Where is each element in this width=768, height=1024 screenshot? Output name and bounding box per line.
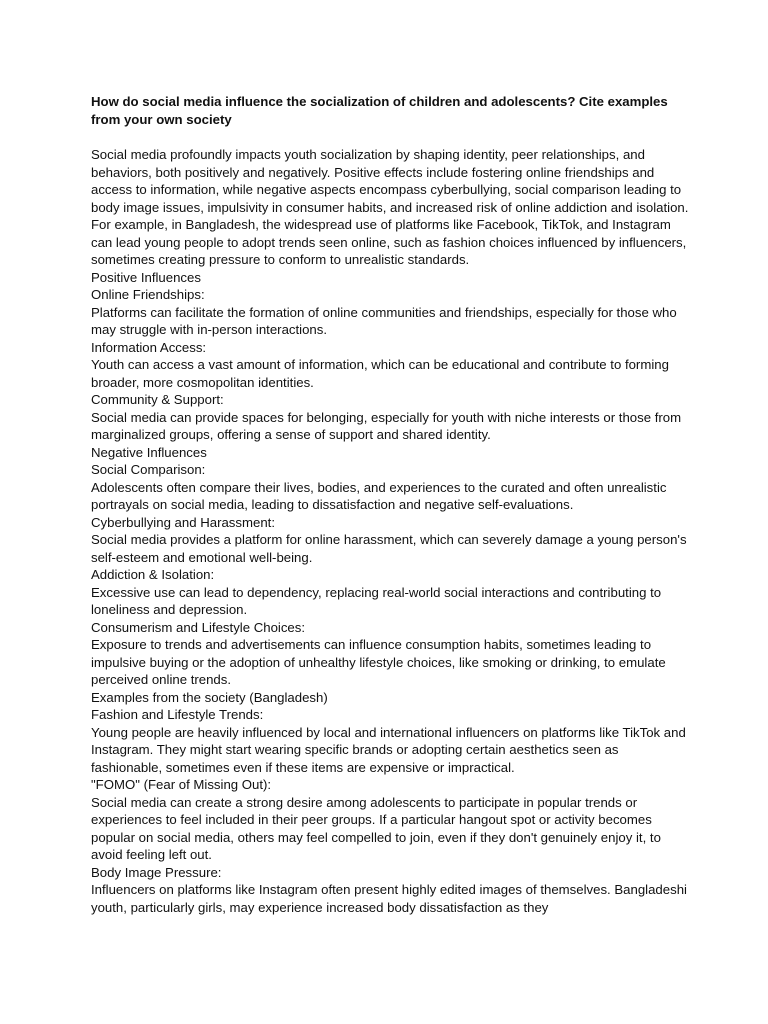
- cyberbullying-text: Social media provides a platform for online harassment, which can severely damage a young person's self-esteem and emotional well-being.: [91, 532, 687, 565]
- online-friendships-heading: Online Friendships:: [91, 287, 205, 302]
- fashion-text: Young people are heavily influenced by local and international influencers on platforms like TikTok and Instagram. They might start wearing specific brands or adopting certain aesthetics seen as fashionable, sometimes even if these items are expensive or impractical.: [91, 724, 686, 775]
- spacer: [91, 128, 691, 146]
- cyberbullying-heading: Cyberbullying and Harassment:: [91, 514, 275, 530]
- information-access-heading: Information Access:: [91, 339, 207, 355]
- positive-influences-heading: Positive Influences: [91, 269, 201, 285]
- question-heading: How do social media influence the socialization of children and adolescents? Cite examples from your own society: [91, 94, 668, 127]
- fashion-heading: Fashion and Lifestyle Trends:: [91, 707, 264, 722]
- consumerism-text: Exposure to trends and advertisements can influence consumption habits, sometimes leading to impulsive buying or the adoption of unhealthy lifestyle choices, like smoking or drinking, to emulate perceived online trends.: [91, 637, 666, 687]
- document-page: [91, 93, 691, 916]
- community-support-text: Social media can provide spaces for belonging, especially for youth with niche interests or those from marginalized groups, offering a sense of support and shared identity.: [91, 409, 682, 442]
- intro-paragraph: Social media profoundly impacts youth socialization by shaping identity, peer relationships, and behaviors, both positively and negatively. Positive effects include fostering online friendships and access to information, while negative aspects encompass cyberbullying, social comparison leading to body image issues, impulsivity in consumer habits, and increased risk of online addiction and isolation. For example, in Bangladesh, the widespread use of platforms like Facebook, TikTok, and Instagram can lead young people to adopt trends seen online, such as fashion choices influenced by influencers, sometimes creating pressure to conform to unrealistic standards.: [91, 147, 689, 267]
- information-access-text: Youth can access a vast amount of information, which can be educational and contribute to forming broader, more cosmopolitan identities.: [91, 357, 669, 390]
- social-comparison-text: Adolescents often compare their lives, bodies, and experiences to the curated and often unrealistic portrayals on social media, leading to dissatisfaction and negative self-evaluations.: [91, 479, 667, 512]
- online-friendships-text: Platforms can facilitate the formation of online communities and friendships, especially for those who may struggle with in-person interactions.: [91, 304, 677, 337]
- negative-influences-heading: Negative Influences: [91, 444, 207, 460]
- fomo-heading: "FOMO" (Fear of Missing Out):: [91, 777, 272, 792]
- community-support-heading: Community & Support:: [91, 392, 224, 407]
- examples-heading: Examples from the society (Bangladesh): [91, 689, 328, 705]
- fomo-text: Social media can create a strong desire among adolescents to participate in popular trends or experiences to feel included in their peer groups. If a particular hangout spot or activity becomes popular on social media, others may feel compelled to join, even if they don't genuinely enjoy it, to avoid feeling left out.: [91, 794, 661, 862]
- addiction-heading: Addiction & Isolation:: [91, 567, 215, 582]
- body-image-text: Influencers on platforms like Instagram often present highly edited images of themselves. Bangladeshi youth, particularly girls, may experience increased body dissatisfaction as they: [91, 882, 687, 915]
- addiction-text: Excessive use can lead to dependency, replacing real-world social interactions and contributing to loneliness and depression.: [91, 584, 662, 617]
- body-image-heading: Body Image Pressure:: [91, 864, 222, 880]
- social-comparison-heading: Social Comparison:: [91, 462, 206, 477]
- consumerism-heading: Consumerism and Lifestyle Choices:: [91, 619, 306, 635]
